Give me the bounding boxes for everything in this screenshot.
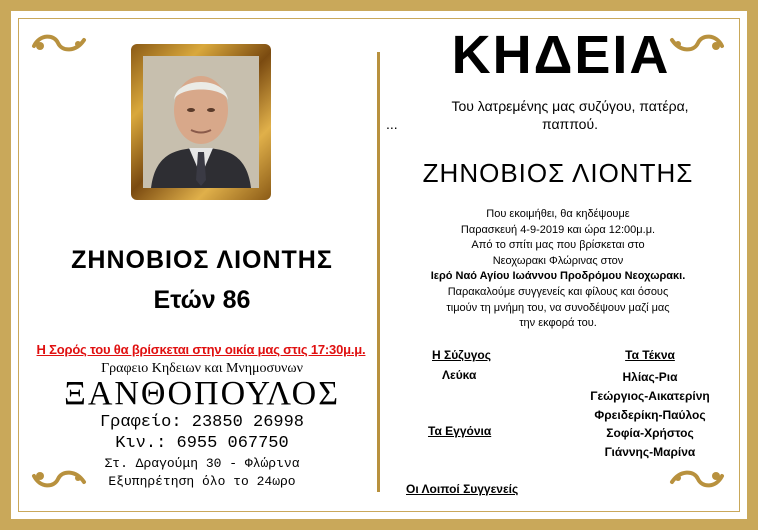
- grandchildren-label: Τα Εγγόνια: [428, 424, 492, 438]
- scroll-ornament-icon: [668, 466, 726, 492]
- body-line: την εκφορά του.: [519, 317, 597, 330]
- column-divider: [377, 52, 380, 492]
- child-pair: Γιάννης-Μαρίνα: [604, 445, 696, 460]
- spouse-name: Λεύκα: [442, 368, 477, 382]
- mobile-phone: Κιν.: 6955 067750: [115, 434, 289, 453]
- body-line: Ιερό Ναό Αγίου Ιωάννου Προδρόμου Νεοχωρακι.: [430, 270, 686, 283]
- deceased-name-right: ΖΗΝΟΒΙΟΣ ΛΙΟΝΤΗΣ: [422, 158, 694, 188]
- body-line: Που εκοιμήθει, θα κηδέψουμε: [486, 208, 630, 220]
- scroll-ornament-icon: [30, 30, 88, 56]
- child-pair: Ηλίας-Ρια: [622, 370, 678, 384]
- intro-ellipsis: ...: [386, 116, 398, 132]
- service-hours: Εξυπηρέτηση όλο το 24ωρο: [108, 474, 296, 489]
- office-address: Στ. Δραγούμη 30 - Φλώρινα: [104, 456, 300, 471]
- children-list: [575, 368, 725, 462]
- intro-line-2: παππού.: [541, 116, 598, 132]
- body-line: Νεοχωρακι Φλώρινας στον: [492, 254, 624, 267]
- child-pair: Φρειδερίκη-Παύλος: [594, 407, 706, 422]
- funeral-office-title: Γραφειο Κηδειων και Μνημοσυνων: [101, 361, 303, 376]
- intro-line-1: Του λατρεμένης μας συζύγου, πατέρα,: [451, 98, 689, 114]
- announcement-body: [382, 207, 734, 332]
- child-pair: Σοφία-Χρήστος: [606, 426, 694, 441]
- deceased-portrait: [143, 56, 259, 188]
- deceased-name-left: ΖΗΝΟΒΙΟΣ ΛΙΟΝΤΗΣ: [71, 246, 333, 274]
- body-line: Παρασκευή 4-9-2019 και ώρα 12:00μ.μ.: [460, 223, 656, 236]
- age-label: Ετών 86: [153, 286, 251, 314]
- funeral-heading: ΚΗΔΕΙΑ: [451, 25, 671, 85]
- spouse-label: Η Σύζυγος: [432, 348, 491, 362]
- body-line: Από το σπίτι μας που βρίσκεται στο: [471, 239, 645, 252]
- relatives-label: Οι Λοιποί Συγγενείς: [406, 482, 519, 496]
- company-name: ΞΑΝΘΟΠΟΥΛΟΣ: [63, 375, 341, 412]
- wake-notice: Η Σορός του θα βρίσκεται στην οικία μας στις 17:30μ.μ.: [36, 342, 366, 357]
- office-phone: Γραφείο: 23850 26998: [99, 413, 305, 432]
- child-pair: Γεώργιος-Αικατερίνη: [590, 388, 710, 403]
- children-label: Τα Τέκνα: [625, 348, 675, 362]
- body-line: τιμούν τη μνήμη του, να συνοδέψουν μαζί μας: [446, 301, 670, 314]
- portrait-frame: [131, 44, 271, 200]
- body-line: Παρακαλούμε συγγενείς και φίλους και όσους: [447, 285, 669, 298]
